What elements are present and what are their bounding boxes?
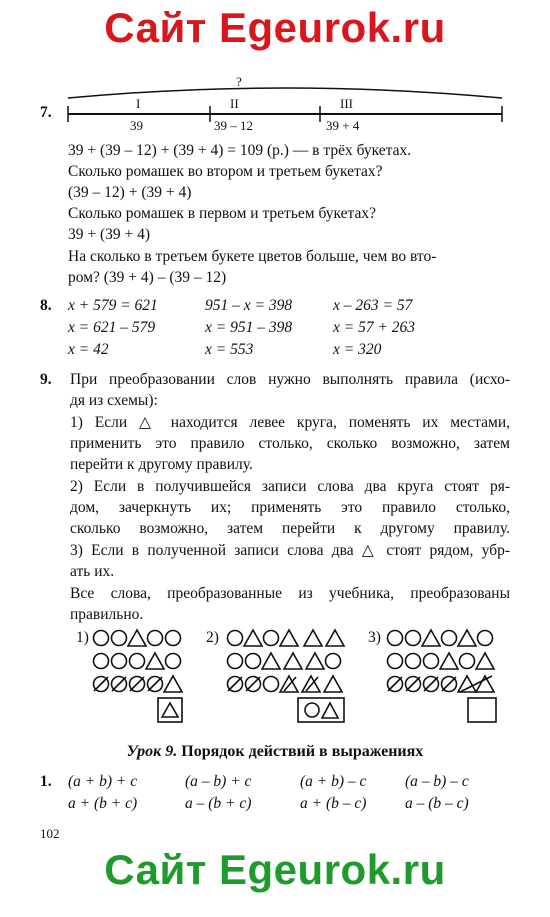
task9-line-12: правильно. xyxy=(70,606,144,623)
task7-number: 7. xyxy=(40,104,52,121)
segment-label-2: II xyxy=(230,96,239,111)
segment-value-3: 39 + 4 xyxy=(326,118,360,133)
task9-line-6: 2) Если в получившейся записи слова два круга стоят ря- xyxy=(70,478,510,495)
task9-line-1: При преобразовании слов нужно выполнять правила (исхо- xyxy=(70,371,510,388)
task8-eq-3-2: x = 57 + 263 xyxy=(333,319,416,336)
lesson-heading-prefix: Урок 9. xyxy=(126,743,178,760)
task8-eq-1-1: x + 579 = 621 xyxy=(68,297,158,314)
segment-value-1: 39 xyxy=(130,118,143,133)
expr-1-1: (a + b) + c xyxy=(68,773,138,790)
task8-eq-3-3: x = 320 xyxy=(333,341,382,358)
task7-line-1: 39 + (39 – 12) + (39 + 4) = 109 (р.) — в трёх букетах. xyxy=(68,142,412,159)
task7-line-3: (39 – 12) + (39 + 4) xyxy=(68,184,192,201)
segment-label-3: III xyxy=(340,96,353,111)
task8-eq-1-2: x = 621 – 579 xyxy=(68,319,156,336)
task7-line-5: 39 + (39 + 4) xyxy=(68,226,151,243)
expr-2-3: a + (b – c) xyxy=(300,795,367,812)
expr-1-2: (a – b) + c xyxy=(185,773,252,790)
task7-line-7: ром? (39 + 4) – (39 – 12) xyxy=(68,269,227,286)
segment-label-1: I xyxy=(136,96,141,111)
expr-1-4: (a – b) – c xyxy=(405,773,469,790)
task9-line-9: 3) Если в полученной записи слова два △ стоят рядом, убр- xyxy=(70,542,510,559)
task8-eq-3-1: x – 263 = 57 xyxy=(333,297,413,314)
task9-number: 9. xyxy=(40,371,52,388)
task9-line-10: ать их. xyxy=(70,563,115,580)
expr-2-1: a + (b + c) xyxy=(68,795,138,812)
task9-line-5: перейти к другому правилу. xyxy=(70,456,253,473)
example-2-figures xyxy=(226,626,356,726)
segment-value-2: 39 – 12 xyxy=(214,118,253,133)
schema-question-mark: ? xyxy=(236,74,242,89)
example-label-1: 1) xyxy=(76,629,89,646)
example-label-2: 2) xyxy=(206,629,219,646)
expr-2-4: a – (b – c) xyxy=(405,795,469,812)
task8-eq-1-3: x = 42 xyxy=(68,341,109,358)
task8-eq-2-2: x = 951 – 398 xyxy=(205,319,293,336)
task1-number: 1. xyxy=(40,773,52,790)
segment-diagram xyxy=(60,84,510,134)
task9-line-8: сколько возможно, затем перейти к другому правилу. xyxy=(70,520,510,537)
lesson-heading-title: Порядок действий в выражениях xyxy=(177,743,424,760)
task9-line-7: дом, зачеркнуть их; применять это правило столько, xyxy=(70,499,510,516)
expr-2-2: a – (b + c) xyxy=(185,795,252,812)
expr-1-3: (a + b) – c xyxy=(300,773,367,790)
task8-eq-2-1: 951 – x = 398 xyxy=(205,297,293,314)
task9-line-4: применить это правило столько, сколько возможно, затем xyxy=(70,435,510,452)
task8-number: 8. xyxy=(40,297,52,314)
example-label-3: 3) xyxy=(368,629,381,646)
task7-line-2: Сколько ромашек во втором и третьем букетах? xyxy=(68,163,383,180)
example-1-figures xyxy=(92,626,192,726)
task9-line-3: 1) Если △ находится левее круга, поменять их местами, xyxy=(70,414,510,431)
task7-line-4: Сколько ромашек в первом и третьем букетах? xyxy=(68,205,376,222)
lesson-heading xyxy=(0,743,550,761)
task9-line-2: дя из схемы): xyxy=(70,392,158,409)
example-3-figures xyxy=(386,626,501,726)
watermark-bottom: Сайт Egeurok.ru xyxy=(104,846,446,893)
page-number: 102 xyxy=(40,826,60,841)
task8-eq-2-3: x = 553 xyxy=(205,341,254,358)
watermark-top: Сайт Egeurok.ru xyxy=(104,4,446,51)
task9-line-11: Все слова, преобразованные из учебника, преобразованы xyxy=(70,585,510,602)
task7-line-6: На сколько в третьем букете цветов больше, чем во вто- xyxy=(68,248,437,265)
